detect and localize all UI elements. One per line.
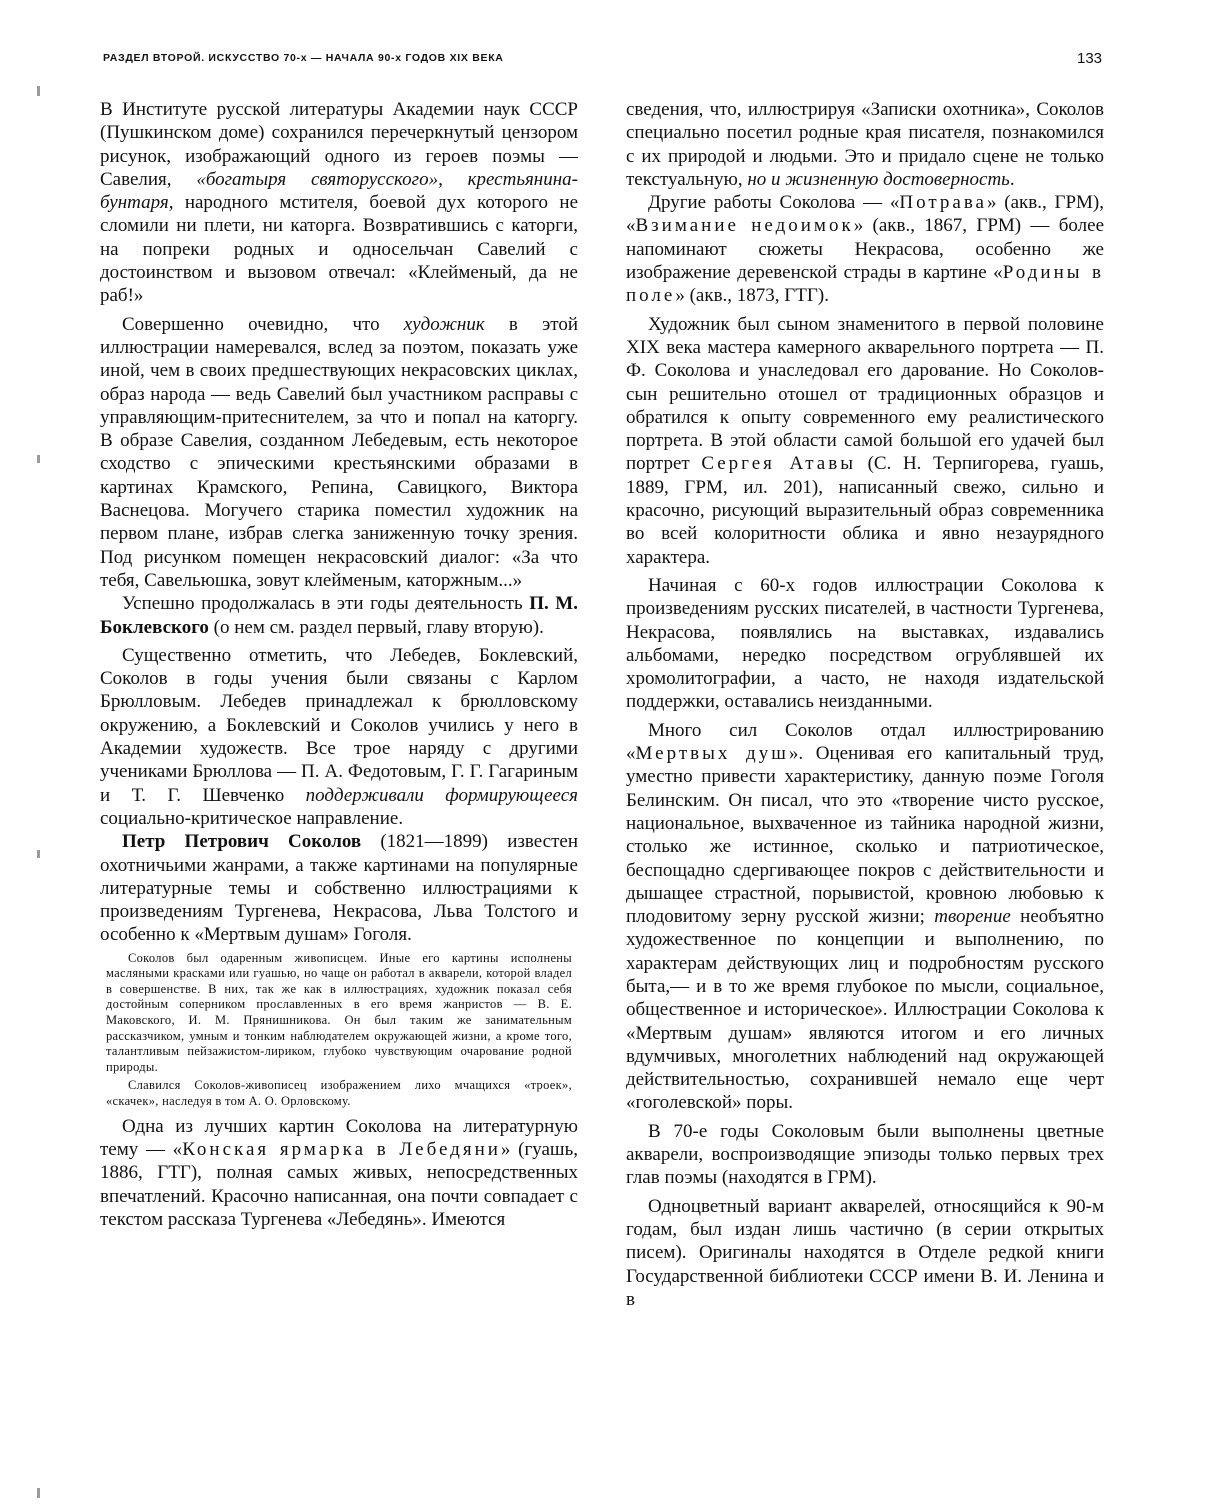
text-run: , народного мстителя, боевой дух которого не сломили ни плети, ни каторга. Возвратившись с каторги, на попреки родных и односельчан Савелий с достоинством и вызовом отвечал: «Клейменый, да не раб!» <box>100 192 578 307</box>
margin-mark <box>37 86 40 96</box>
artist-name: П. М. Боклевского <box>100 593 578 638</box>
paragraph <box>626 98 1104 191</box>
running-header: РАЗДЕЛ ВТОРОЙ. ИСКУССТВО 70-х — НАЧАЛА 90-х ГОДОВ XIX ВЕКА <box>103 52 504 64</box>
text-run: » (акв., ГРМ), « <box>626 192 1104 237</box>
text-run: Много сил Соколов отдал иллюстрированию « <box>626 719 1104 765</box>
left-column <box>100 98 578 1231</box>
paragraph: Начиная с 60-х годов иллюстрации Соколова к произведениям русских писателей, в частности Тургенева, Некрасова, появлялись на выставках, издавались альбомами, нередко посредством огрублявшей их хромолитографии, а часто, не находя издательской поддержки, оставались неизданными. <box>626 574 1104 713</box>
text-run: » (акв., 1867, ГРМ) — более напоминают сюжеты Некрасова, особенно же изображение деревенской страды в картине « <box>626 215 1105 284</box>
paragraph <box>100 644 578 830</box>
artwork-title: Сергея Атавы <box>701 453 856 475</box>
text-run: Одна из лучших картин Соколова на литературную тему — « <box>100 1115 578 1160</box>
paragraph <box>626 191 1104 307</box>
right-column <box>626 98 1104 1311</box>
paragraph <box>626 719 1104 1115</box>
margin-mark <box>37 1488 40 1498</box>
text-run: сведения, что, иллюстрируя «Записки охотника», Соколов специально посетил родные края писателя, познакомился с их природой и людьми. Это и придало сцене не только текстуальную, <box>626 99 1104 190</box>
paragraph <box>100 830 578 946</box>
small-print-paragraph: Соколов был одаренным живописцем. Иные его картины исполнены масляными красками или гуашью, но чаще он работал в акварели, которой владел в совершенстве. В них, так же как в иллюстрациях, художник показал себя достойным соперником прославленных в его время жанристов — В. Е. Маковского, И. М. Прянишникова. Он был таким же занимательным рассказчиком, умным и тонким наблюдателем окружающей жизни, а кроме того, талантливым пейзажистом-лириком, глубоко чувствующим очарование родной природы. <box>106 950 572 1074</box>
italic-text: «богатыря святорусского», крестьянина-бунтаря <box>100 168 578 214</box>
small-print-paragraph: Славился Соколов-живописец изображением лихо мчащихся «троек», «скачек», наследуя в том А. О. Орловскому. <box>106 1078 572 1109</box>
text-run: » (гуашь, 1886, ГТГ), полная самых живых, непосредственных впечатлений. Красочно написанная, она почти совпадает с текстом рассказа Тургенева «Лебедянь». Имеются <box>100 1138 578 1230</box>
artwork-title: Мертвых душ <box>635 743 789 765</box>
italic-text: поддерживали формирующееся <box>305 784 579 806</box>
artwork-title: Родины в поле <box>626 262 1104 307</box>
artist-name: Петр Петрович Соколов <box>122 831 362 853</box>
text-run: необъятно художественное по концепции и выполнению, по характерам действующих лиц и подробностям русского быта,— и в то же время глубокое по мысли, социальное, общественное и историческое». Иллюстрации Соколова к «Мертвым душам» являются итогом и его личных вдумчивых, многолетних наблюдений над окружающей действительностью, сохранившей немало еще черт «гоголевской» поры. <box>626 906 1104 1114</box>
text-run: » (акв., 1873, ГТГ). <box>675 285 829 307</box>
artwork-title: Потрава <box>899 192 987 214</box>
text-run: ». Оценивая его капитальный труд, уместно привести характеристику, данную поэме Гоголя Белинским. Он писал, что это «творение чисто русское, национальное, выхваченное из тайника народной жизни, столько же истинное, сколько и патриотическое, беспощадно сдергивающее покров с действительности и дышащее страстной, порывистой, кровною любовью к плодовитому зерну русской жизни; <box>626 743 1105 928</box>
text-run: в этой иллюстрации намеревался, вслед за поэтом, показать уже иной, чем в своих предшествующих некрасовских циклах, образ народа — ведь Савелий был участником расправы с управляющим-притеснителем, за что и попал на каторгу. В образе Савелия, созданном Лебедевым, есть некоторое сходство с эпическими крестьянскими образами в картинах Крамского, Репина, Савицкого, Виктора Васнецова. Могучего старика поместил художник на первом плане, избрав слегка заниженную точку зрения. Под рисунком помещен некрасовский диалог: «За что тебя, Савельюшка, зовут клейменым, каторжным...» <box>100 313 578 591</box>
text-run: Совершенно очевидно, что <box>122 313 404 335</box>
margin-mark <box>37 850 40 858</box>
text-run: социально-критическое направление. <box>100 807 404 829</box>
paragraph <box>100 592 578 639</box>
artwork-title: Взимание недоимок <box>635 215 854 237</box>
text-run: Существенно отметить, что Лебедев, Боклевский, Соколов в годы учения были связаны с Карлом Брюлловым. Лебедев принадлежал к брюлловскому окружению, а Боклевский и Соколов учились у него в Академии художеств. Все трое наряду с другими учениками Брюллова — П. А. Федотовым, Г. Г. Гагариным и Т. Г. Шевченко <box>100 644 578 806</box>
text-run: Другие работы Соколова — « <box>648 192 900 214</box>
italic-text: но и жизненную достоверность <box>747 168 1010 190</box>
paragraph: Одноцветный вариант акварелей, относящийся к 90-м годам, был издан лишь частично (в серии открытых писем). Оригиналы находятся в Отделе редкой книги Государственной библиотеки СССР имени В. И. Ленина и в <box>626 1195 1104 1310</box>
paragraph <box>100 1115 578 1231</box>
margin-mark <box>37 455 40 463</box>
italic-text: творение <box>934 906 1011 928</box>
artwork-title: Конская ярмарка в Лебедяни <box>182 1138 501 1160</box>
paragraph <box>626 313 1104 569</box>
text-run: (1821—1899) известен охотничьими жанрами, а также картинами на популярные литературные темы и собственно иллюстрациями к произведениям Тургенева, Некрасова, Льва Толстого и особенно к «Мертвым душам» Гоголя. <box>100 831 578 946</box>
paragraph: В 70-е годы Соколовым были выполнены цветные акварели, воспроизводящие эпизоды только первых трех глав поэмы (находятся в ГРМ). <box>626 1120 1104 1189</box>
page-number: 133 <box>1077 50 1103 67</box>
text-run: Успешно продолжалась в эти годы деятельность <box>122 593 530 615</box>
text-run: (С. Н. Терпигорева, гуашь, 1889, ГРМ, ил. 201), написанный свежо, сильно и красочно, рисующий выразительный образ современника во всей колоритности облика и явно незаурядного характера. <box>626 453 1104 568</box>
italic-text: художник <box>403 313 485 335</box>
paragraph <box>100 313 578 593</box>
text-run: . <box>1009 168 1015 190</box>
text-run: В Институте русской литературы Академии наук СССР (Пушкинском доме) сохранился перечеркнутый цензором рисунок, изображающий одного из героев поэмы — Савелия, <box>100 99 578 190</box>
paragraph <box>100 98 578 308</box>
text-run: (о нем см. раздел первый, главу вторую). <box>208 616 544 638</box>
text-run: Художник был сыном знаменитого в первой половине XIX века мастера камерного акварельного портрета — П. Ф. Соколова и унаследовал его дарование. Но Соколов-сын решительно отошел от традиционных образцов и обратился к опыту современного ему реалистического портрета. В этой области самой большой его удачей был портрет <box>626 313 1104 475</box>
